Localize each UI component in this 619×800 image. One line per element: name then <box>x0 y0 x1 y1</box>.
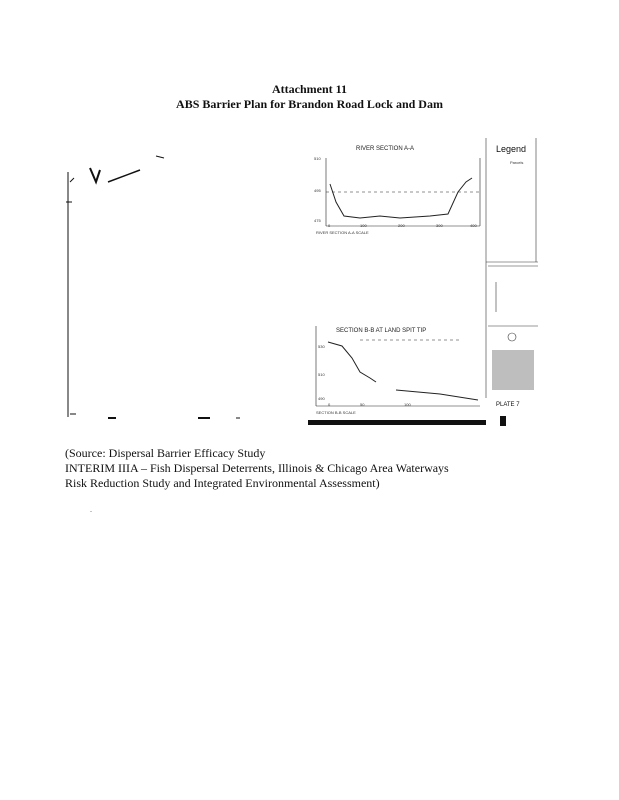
source-line: Risk Reduction Study and Integrated Environmental Assessment) <box>65 476 380 490</box>
page-mark: . <box>90 505 92 514</box>
section-a-xtick: 300 <box>436 223 443 228</box>
section-a-ytick: 495 <box>314 188 321 193</box>
source-line: INTERIM IIIA – Fish Dispersal Deterrents, Illinois & Chicago Area Waterways <box>65 461 449 475</box>
section-a-title: RIVER SECTION A-A <box>356 146 415 152</box>
source-line: (Source: Dispersal Barrier Efficacy Study <box>65 446 266 460</box>
attachment-label: Attachment 11 <box>272 82 347 96</box>
section-b-xtick: 50 <box>360 402 365 407</box>
section-a-xtick: 100 <box>360 223 367 228</box>
plate-label: PLATE 7 <box>496 402 520 408</box>
section-b-xtick: 0 <box>328 402 331 407</box>
legend-panel <box>486 138 538 396</box>
section-b-ytick: 530 <box>318 344 325 349</box>
source-citation <box>65 446 449 491</box>
section-b-ytick: 510 <box>318 372 325 377</box>
barrier-plan-figure <box>60 132 540 432</box>
document-header <box>0 82 619 112</box>
section-b-ytick: 490 <box>318 396 325 401</box>
section-b-title: SECTION B-B AT LAND SPIT TIP <box>336 328 427 334</box>
section-a-caption: RIVER SECTION A-A SCALE <box>316 230 369 235</box>
section-a-xtick: 0 <box>328 223 331 228</box>
document-title: ABS Barrier Plan for Brandon Road Lock and Dam <box>176 97 443 111</box>
section-a-xtick: 200 <box>398 223 405 228</box>
section-a-ytick: 510 <box>314 156 321 161</box>
legend-title: Legend <box>496 144 527 154</box>
section-b-xtick: 100 <box>404 402 411 407</box>
section-b-caption: SECTION B-B SCALE <box>316 410 356 415</box>
legend-subtitle: Parcels <box>510 160 524 165</box>
plan-view-map <box>60 132 540 432</box>
section-a-ytick: 475 <box>314 218 321 223</box>
section-a-xtick: 400 <box>470 223 477 228</box>
